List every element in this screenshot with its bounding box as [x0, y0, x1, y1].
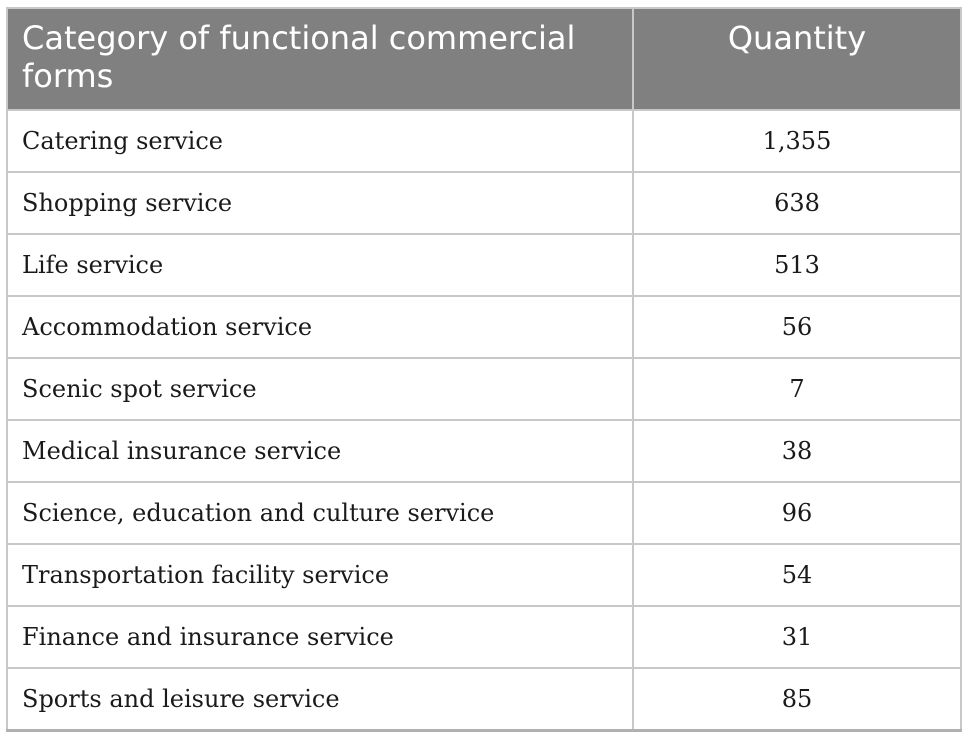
cell-quantity: 96 — [633, 482, 961, 544]
cell-quantity: 31 — [633, 606, 961, 668]
cell-quantity: 7 — [633, 358, 961, 420]
cell-category: Medical insurance service — [7, 420, 633, 482]
table-row — [7, 668, 961, 730]
table-row — [7, 420, 961, 482]
cell-category: Transportation facility service — [7, 544, 633, 606]
cell-category: Shopping service — [7, 172, 633, 234]
table-row — [7, 172, 961, 234]
cell-category: Sports and leisure service — [7, 668, 633, 730]
data-table-container — [6, 7, 960, 732]
table-row — [7, 110, 961, 172]
header-quantity: Quantity — [633, 8, 961, 110]
cell-category: Catering service — [7, 110, 633, 172]
table-row — [7, 234, 961, 296]
table-row — [7, 606, 961, 668]
functional-commercial-forms-table — [6, 7, 962, 732]
cell-quantity: 1,355 — [633, 110, 961, 172]
header-category: Category of functional commercial forms — [7, 8, 633, 110]
cell-quantity: 56 — [633, 296, 961, 358]
cell-quantity: 513 — [633, 234, 961, 296]
cell-category: Science, education and culture service — [7, 482, 633, 544]
header-row — [7, 8, 961, 110]
cell-quantity: 85 — [633, 668, 961, 730]
cell-quantity: 54 — [633, 544, 961, 606]
table-row — [7, 544, 961, 606]
table-body — [7, 110, 961, 730]
table-row — [7, 482, 961, 544]
table-row — [7, 296, 961, 358]
cell-quantity: 638 — [633, 172, 961, 234]
cell-category: Finance and insurance service — [7, 606, 633, 668]
cell-quantity: 38 — [633, 420, 961, 482]
cell-category: Life service — [7, 234, 633, 296]
table-row — [7, 358, 961, 420]
table-header — [7, 8, 961, 110]
cell-category: Accommodation service — [7, 296, 633, 358]
cell-category: Scenic spot service — [7, 358, 633, 420]
